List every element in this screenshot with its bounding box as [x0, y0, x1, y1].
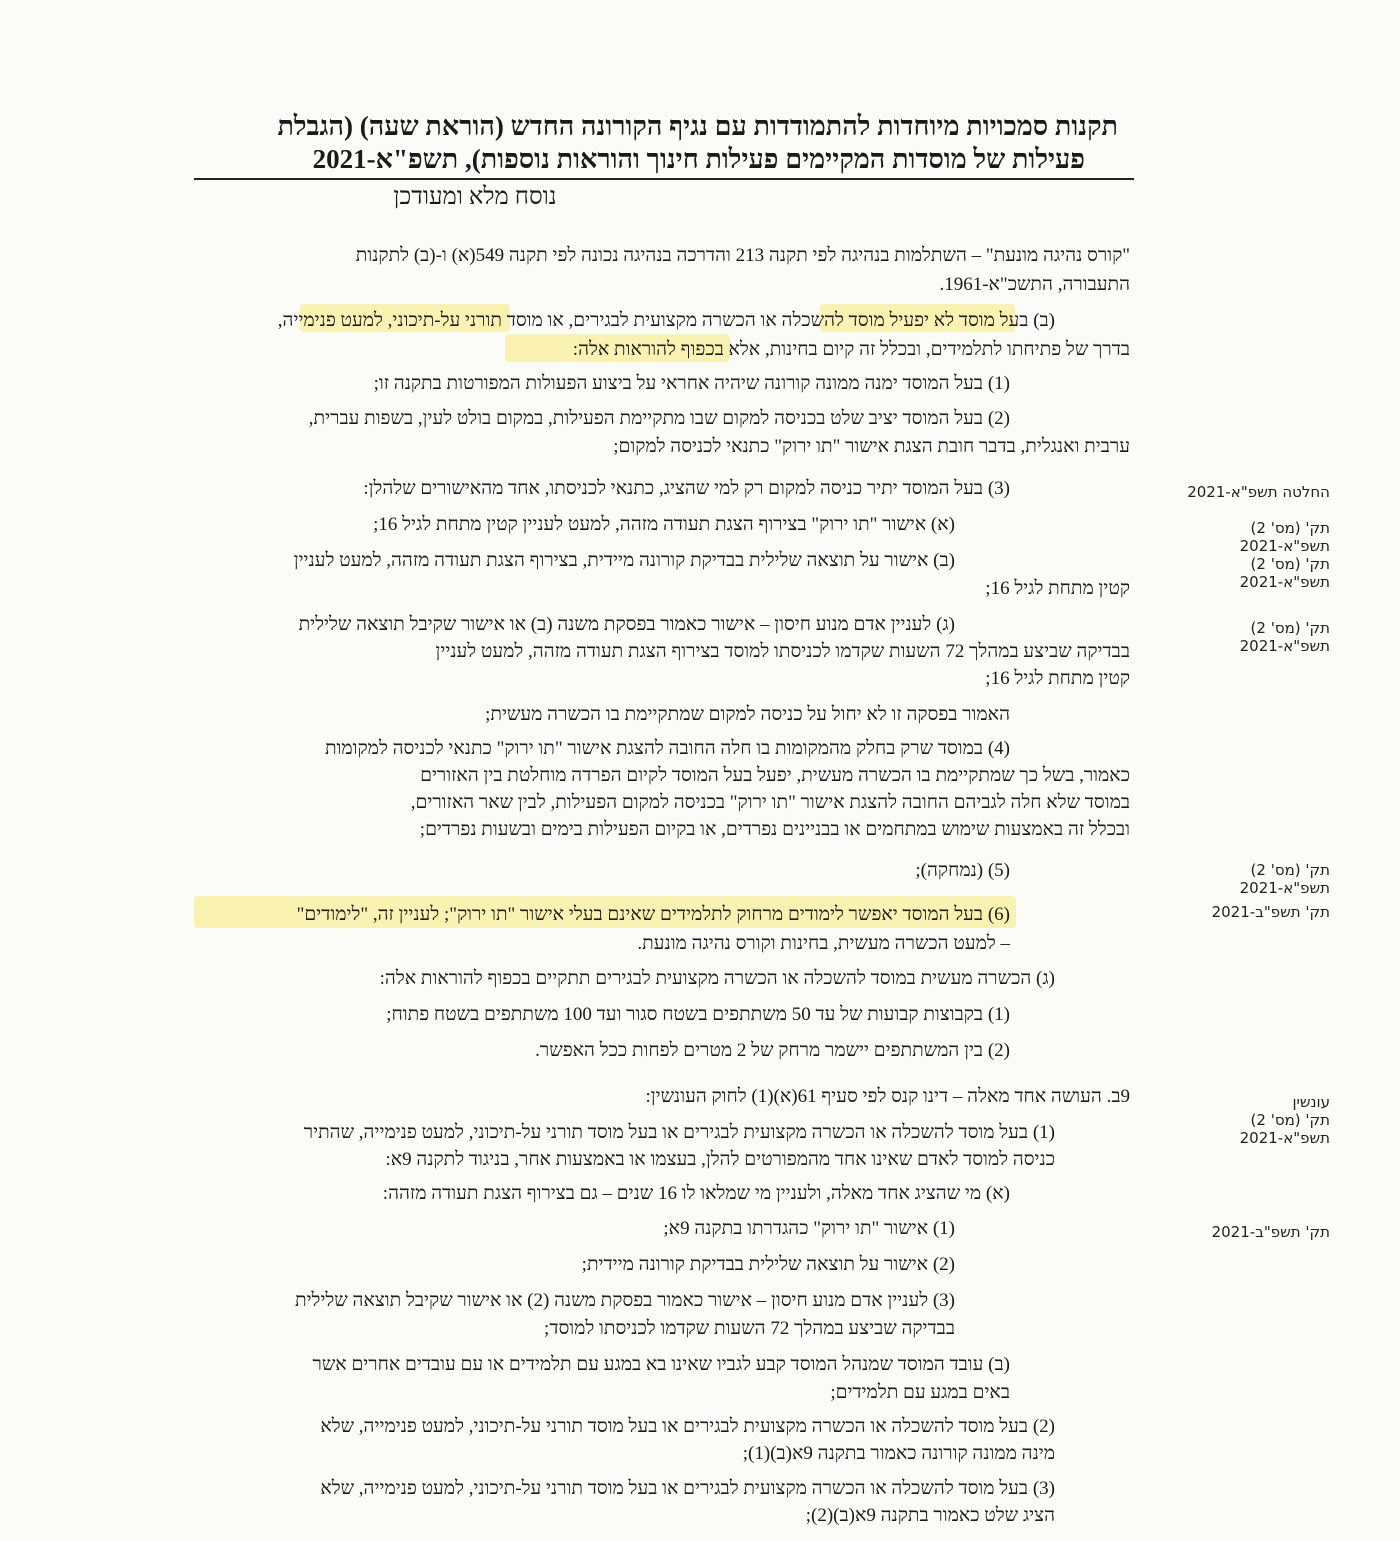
- body-line: (2) אישור על תוצאה שלילית בבדיקת קורונה מיידית;: [581, 1254, 955, 1275]
- body-line: (ב) בעל מוסד לא יפעיל מוסד להשכלה או הכשרה מקצועית לבגירים, או מוסד תורני על-תיכוני, למעט פנימייה,: [277, 310, 1055, 331]
- margin-note: תק' תשפ"ב-2021: [1211, 903, 1330, 921]
- body-line: כאמור, בשל כך שמתקיימת בו הכשרה מעשית, יפעל בעל המוסד לקיום הפרדה מוחלטת בין האזורים: [420, 765, 1130, 786]
- body-line: ובכלל זה באמצעות שימוש במתחמים או בבניינים נפרדים, או בקיום הפעילות בימים ובשעות נפרדים;: [419, 819, 1130, 840]
- body-line: בבדיקה שביצע במהלך 72 השעות שקדמו לכניסתו למוסד בצירוף הצגת תעודה מזהה, למעט לעניין: [435, 641, 1130, 662]
- margin-note: תשפ"א-2021: [1239, 879, 1330, 897]
- margin-note: תק' תשפ"ב-2021: [1211, 1223, 1330, 1241]
- margin-note: תק' (מס' 2): [1250, 519, 1330, 537]
- body-line: (2) בעל המוסד יציב שלט בכניסה למקום שבו מתקיימת הפעילות, במקום בולט לעין, בשפות עברית,: [308, 408, 1010, 429]
- margin-note: תק' (מס' 2): [1250, 555, 1330, 573]
- body-line: – למעט הכשרה מעשית, בחינות וקורס נהיגה מונעת.: [637, 933, 1010, 954]
- body-line: (6) בעל המוסד יאפשר לימודים מרחוק לתלמידים שאינם בעלי אישור "תו ירוק"; לעניין זה, "לימודים": [296, 904, 1010, 925]
- margin-note: תשפ"א-2021: [1239, 1129, 1330, 1147]
- body-line: (ג) הכשרה מעשית במוסד להשכלה או הכשרה מקצועית לבגירים תתקיים בכפוף להוראות אלה:: [379, 968, 1055, 989]
- body-line: (4) במוסד שרק בחלק מהמקומות בו חלה החובה להצגת אישור "תו ירוק" כתנאי לכניסה למקומות: [324, 738, 1010, 759]
- margin-note: עונשין: [1292, 1093, 1330, 1111]
- subtitle: נוסח מלא ומעודכן: [393, 184, 557, 210]
- body-line: בבדיקה שביצע במהלך 72 השעות שקדמו לכניסתו למוסד;: [544, 1318, 955, 1339]
- margin-note: תק' (מס' 2): [1250, 861, 1330, 879]
- body-line: בדרך של פתיחתו לתלמידים, ובכלל זה קיום בחינות, אלא בכפוף להוראות אלה:: [572, 339, 1130, 360]
- margin-note: תשפ"א-2021: [1239, 637, 1330, 655]
- body-line: האמור בפסקה זו לא יחול על כניסה למקום שמתקיימת בו הכשרה מעשית;: [485, 704, 1010, 725]
- margin-note: החלטה תשפ"א-2021: [1187, 483, 1330, 501]
- body-line: (1) אישור "תו ירוק" כהגדרתו בתקנה 9א;: [663, 1218, 955, 1239]
- body-line: כניסה למוסד לאדם שאינו אחד מהמפורטים להלן, בעצמו או באמצעות אחר, בניגוד לתקנה 9א:: [385, 1149, 1055, 1170]
- body-line: ערבית ואנגלית, בדבר חובת הצגת אישור "תו ירוק" כתנאי לכניסה למקום;: [613, 436, 1130, 457]
- title-underline: [194, 178, 1134, 180]
- body-line: קטין מתחת לגיל 16;: [985, 668, 1130, 689]
- body-line: (3) לעניין אדם מנוע חיסון – אישור כאמור בפסקת משנה (2) או אישור שקיבל תוצאה שלילית: [294, 1290, 955, 1311]
- body-line: (ג) לעניין אדם מנוע חיסון – אישור כאמור בפסקת משנה (ב) או אישור שקיבל תוצאה שלילית: [298, 614, 955, 635]
- body-line: (3) בעל מוסד להשכלה או הכשרה מקצועית לבגירים או בעל מוסד תורני על-תיכוני, למעט פנימייה, שלא: [320, 1478, 1055, 1499]
- body-line: (2) בין המשתתפים יישמר מרחק של 2 מטרים לפחות ככל האפשר.: [535, 1040, 1010, 1061]
- body-line: (א) אישור "תו ירוק" בצירוף הצגת תעודה מזהה, למעט לעניין קטין מתחת לגיל 16;: [373, 514, 955, 535]
- margin-note: תשפ"א-2021: [1239, 537, 1330, 555]
- margin-note: תק' (מס' 2): [1250, 1111, 1330, 1129]
- body-line: הציג שלט כאמור בתקנה 9א(ב)(2);: [805, 1505, 1055, 1526]
- body-line: (1) בקבוצות קבועות של עד 50 משתתפים בשטח סגור ועד 100 משתתפים בשטח פתוח;: [386, 1004, 1010, 1025]
- body-line: במוסד שלא חלה לגביהם החובה להצגת אישור "תו ירוק" בכניסה למקום הפעילות, לבין שאר האזורים,: [410, 792, 1130, 813]
- margin-note: תשפ"א-2021: [1239, 573, 1330, 591]
- body-line: (ב) עובד המוסד שמנהל המוסד קבע לגביו שאינו בא במגע עם תלמידים או עם עובדים אחרים אשר: [312, 1354, 1010, 1375]
- body-line: (ב) אישור על תוצאה שלילית בבדיקת קורונה מיידית, בצירוף הצגת תעודה מזהה, למעט לעניין: [293, 550, 955, 571]
- title-line-2: פעילות של מוסדות המקיימים פעילות חינוך והוראות נוספות), תשפ"א-2021: [312, 144, 1085, 174]
- body-line: מינה ממונה קורונה כאמור בתקנה 9א(ב)(1);: [742, 1443, 1055, 1464]
- body-line: באים במגע עם תלמידים;: [830, 1382, 1010, 1403]
- margin-note: תק' (מס' 2): [1250, 619, 1330, 637]
- body-line: קטין מתחת לגיל 16;: [985, 578, 1130, 599]
- body-line: "קורס נהיגה מונעת" – השתלמות בנהיגה לפי תקנה 213 והדרכה בנהיגה נכונה לפי תקנה 549(א) ו-(ב) לתקנות: [355, 245, 1130, 266]
- body-line: (2) בעל מוסד להשכלה או הכשרה מקצועית לבגירים או בעל מוסד תורני על-תיכוני, למעט פנימייה, שלא: [320, 1416, 1055, 1437]
- body-line: 9ב. העושה אחד מאלה – דינו קנס לפי סעיף 61(א)(1) לחוק העונשין:: [645, 1086, 1130, 1107]
- body-line: (5) (נמחקה);: [915, 860, 1010, 881]
- body-line: התעבורה, התשכ"א-1961.: [939, 274, 1130, 295]
- body-line: (1) בעל המוסד ימנה ממונה קורונה שיהיה אחראי על ביצוע הפעולות המפורטות בתקנה זו;: [373, 373, 1010, 394]
- body-line: (3) בעל המוסד יתיר כניסה למקום רק למי שהציג, כתנאי לכניסתו, אחד מהאישורים שלהלן:: [363, 478, 1010, 499]
- body-line: (א) מי שהציג אחד מאלה, ולעניין מי שמלאו לו 16 שנים – גם בצירוף הצגת תעודה מזהה:: [382, 1183, 1010, 1204]
- body-line: (1) בעל מוסד להשכלה או הכשרה מקצועית לבגירים או בעל מוסד תורני על-תיכוני, למעט פנימייה, שהתיר: [303, 1122, 1055, 1143]
- title-line-1: תקנות סמכויות מיוחדות להתמודדות עם נגיף הקורונה החדש (הוראת שעה) (הגבלת: [277, 111, 1118, 141]
